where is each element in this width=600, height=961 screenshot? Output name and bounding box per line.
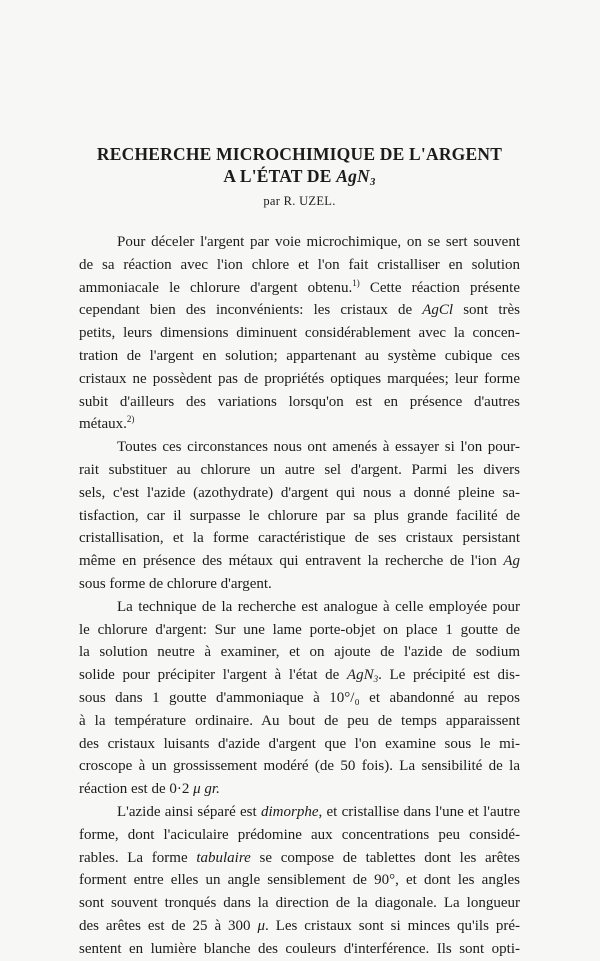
formula-agcl: AgCl [422, 302, 454, 319]
paragraph-1 [79, 231, 520, 436]
text-line: Pour déceler l'argent par voie microchimique, on se sert souvent [117, 234, 520, 250]
text-line: cristallisation, et la forme caractéristique de ses cristaux persistant [79, 530, 520, 547]
text-line: des arêtes est de 25 à 300 μ. Les cristaux sont si minces qu'ils pré- [79, 917, 520, 934]
title-formula: AgN$_3$ [336, 166, 376, 188]
text-line: sous forme de chlorure d'argent. [79, 575, 272, 592]
formula-ag: Ag [503, 553, 520, 570]
text-line: ammoniacale le chlorure d'argent obtenu.$^{1)}$ Cette réaction présente [79, 277, 520, 296]
title-line-1: RECHERCHE MICROCHIMIQUE DE L'ARGENT [96, 144, 503, 164]
text-line: même en présence des métaux qui entravent la recherche de l'ion Ag [79, 553, 520, 570]
unit-microgram: μ gr. [193, 781, 220, 798]
text-line: tisfaction, car il surpasse le chlorure par sa plus grande facilité de [79, 507, 520, 524]
text-line: de sa réaction avec l'ion chlore et l'on fait cristalliser en solution [79, 256, 520, 273]
text-line: réaction est de 0·2 μ gr. [79, 781, 220, 798]
formula-agn3: AgN$_3$ [346, 667, 379, 685]
emphasis-dimorphe: dimorphe [260, 803, 319, 820]
title-line-2-prefix: A L'ÉTAT DE [223, 166, 332, 186]
text-line: métaux.$^{2)}$ [79, 414, 135, 433]
article-title [79, 143, 520, 187]
text-line: La technique de la recherche est analogue à celle employée pour [117, 598, 520, 615]
paragraph-2 [79, 436, 520, 596]
text-line: forme, dont l'aciculaire prédomine aux concentrations peu considé- [79, 826, 520, 843]
author-byline: par R. UZEL. [263, 194, 336, 208]
text-line: petits, leurs dimensions diminuent considérablement avec la concen- [79, 325, 520, 342]
text-line: sentent en lumière blanche des couleurs d'interférence. Ils sont opti- [79, 940, 520, 957]
paragraph-4 [79, 801, 520, 961]
text-line: solide pour précipiter l'argent à l'état de AgN$_3$. Le précipité est dis- [79, 667, 520, 685]
text-line: croscope à un grossissement modéré (de 50 fois). La sensibilité de la [79, 758, 520, 775]
article-body [79, 231, 520, 961]
text-line: des cristaux luisants d'azide d'argent que l'on examine sous le mi- [79, 735, 520, 752]
text-line: à la température ordinaire. Au bout de peu de temps apparaissent [79, 712, 520, 729]
text-line: cependant bien des inconvénients: les cristaux de AgCl sont très [79, 302, 520, 319]
text-line: forment entre elles un angle sensiblement de 90°, et dont les angles [79, 872, 520, 889]
text-line: Toutes ces circonstances nous ont amenés à essayer si l'on pour- [117, 439, 520, 456]
text-line: L'azide ainsi séparé est dimorphe, et cristallise dans l'une et l'autre [117, 803, 520, 820]
text-line: rait substituer au chlorure un autre sel d'argent. Parmi les divers [79, 461, 520, 478]
emphasis-tabulaire: tabulaire [196, 849, 251, 866]
unit-micron: μ [257, 917, 266, 934]
text-line: sont souvent tronqués dans la direction de la diagonale. La longueur [79, 895, 520, 912]
text-line: cristaux ne possèdent pas de propriétés optiques marquées; leur forme [79, 370, 520, 387]
text-line: sels, c'est l'azide (azothydrate) d'argent qui nous a donné pleine sa- [79, 484, 520, 501]
text-line: la solution neutre à examiner, et on ajoute de l'azide de sodium [79, 644, 520, 661]
text-line: rables. La forme tabulaire se compose de tablettes dont les arêtes [79, 849, 520, 866]
percent-unit: °/₀ [344, 689, 360, 706]
text-line: le chlorure d'argent: Sur une lame porte-objet on place 1 goutte de [79, 621, 520, 638]
footnote-ref-2: 2) [126, 414, 135, 425]
text-line: tration de l'argent en solution; appartenant au système cubique ces [79, 347, 520, 364]
footnote-ref-1: 1) [352, 277, 360, 288]
text-line: subit d'ailleurs des variations lorsqu'on est en présence d'autres [79, 393, 520, 410]
paragraph-3 [79, 596, 520, 801]
text-line: sous dans 1 goutte d'ammoniaque à 10°/₀ et abandonné au repos [79, 689, 521, 706]
